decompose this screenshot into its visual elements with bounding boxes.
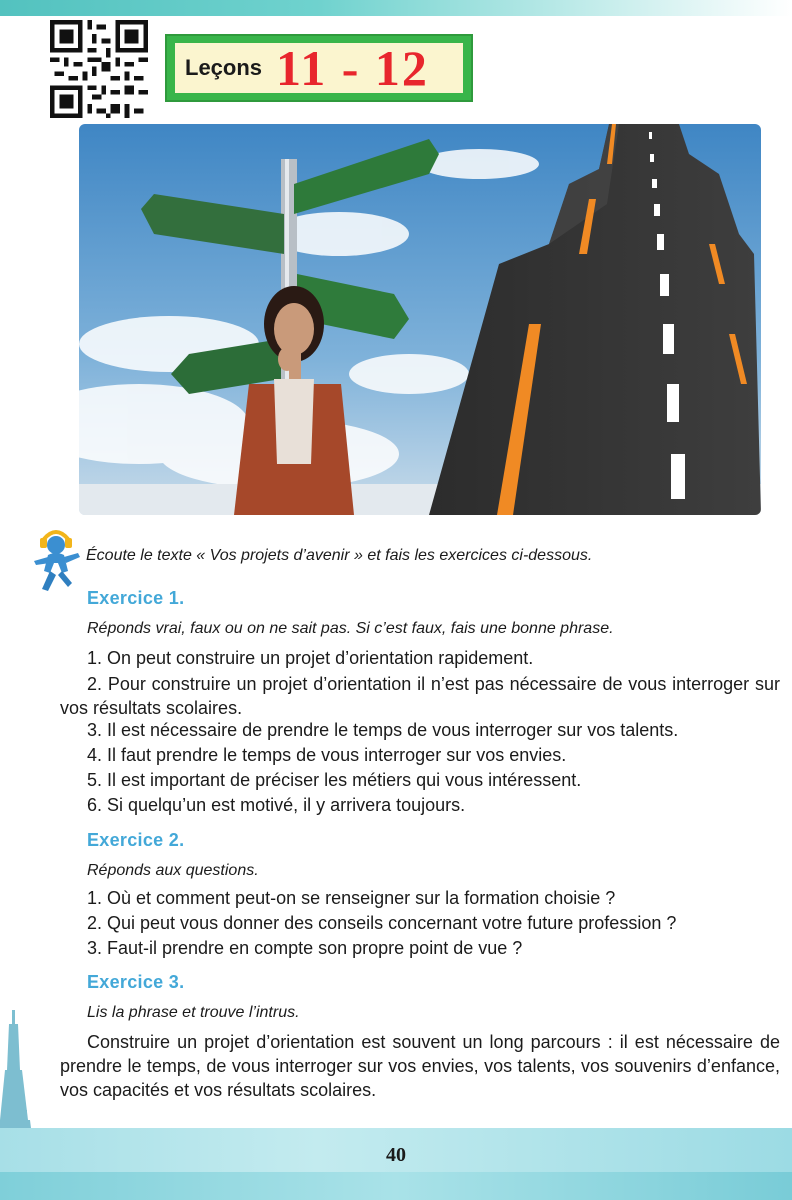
lesson-numbers: 11 - 12 xyxy=(276,40,429,96)
signpost-road-illustration xyxy=(79,124,761,515)
exercise3-instruction: Lis la phrase et trouve l’intrus. xyxy=(87,1004,300,1021)
exercise2-item: 1. Où et comment peut-on se renseigner sur la formation choisie ? xyxy=(87,888,616,908)
exercise1-item: 4. Il faut prendre le temps de vous interroger sur vos envies. xyxy=(87,745,567,765)
exercise1-item: 6. Si quelqu’un est motivé, il y arrivera toujours. xyxy=(87,795,466,815)
exercise1-item: 1. On peut construire un projet d’orientation rapidement. xyxy=(87,648,534,668)
exercise1-item: 3. Il est nécessaire de prendre le temps de vous interroger sur vos talents. xyxy=(87,720,679,740)
exercise1-item: 5. Il est important de préciser les métiers qui vous intéressent. xyxy=(87,770,582,790)
exercise2-item: 3. Faut-il prendre en compte son propre point de vue ? xyxy=(87,938,523,958)
illustration-photo xyxy=(79,124,761,515)
lesson-word: Leçons xyxy=(185,55,263,80)
exercise3-paragraph: Construire un projet d’orientation est souvent un long parcours : il est nécessaire de prendre le temps, de vous interroger sur vos envies, vos talents, vos souvenirs d’enfance, vos capacités et vos résultats scolaires. xyxy=(60,1032,780,1100)
exercise3-title: Exercice 3. xyxy=(87,972,185,992)
lesson-header-inner xyxy=(175,40,463,96)
top-decor-band xyxy=(0,0,792,16)
exercise2-instruction: Réponds aux questions. xyxy=(87,862,259,879)
exercise1-item: 2. Pour construire un projet d’orientation il n’est pas nécessaire de vous interroger sur vos résultats scolaires. xyxy=(60,674,780,718)
lesson-header xyxy=(165,34,473,102)
qr-code-icon xyxy=(50,20,148,118)
headphones-listener-icon xyxy=(28,527,84,593)
exercise1-title: Exercice 1. xyxy=(87,588,185,608)
intro-instruction: Écoute le texte « Vos projets d’avenir » et fais les exercices ci-dessous. xyxy=(86,547,593,564)
page-number: 40 xyxy=(386,1144,406,1166)
exercise2-item: 2. Qui peut vous donner des conseils concernant votre future profession ? xyxy=(87,913,677,933)
exercise1-instruction: Réponds vrai, faux ou on ne sait pas. Si c’est faux, fais une bonne phrase. xyxy=(87,620,614,637)
exercise2-title: Exercice 2. xyxy=(87,830,185,850)
